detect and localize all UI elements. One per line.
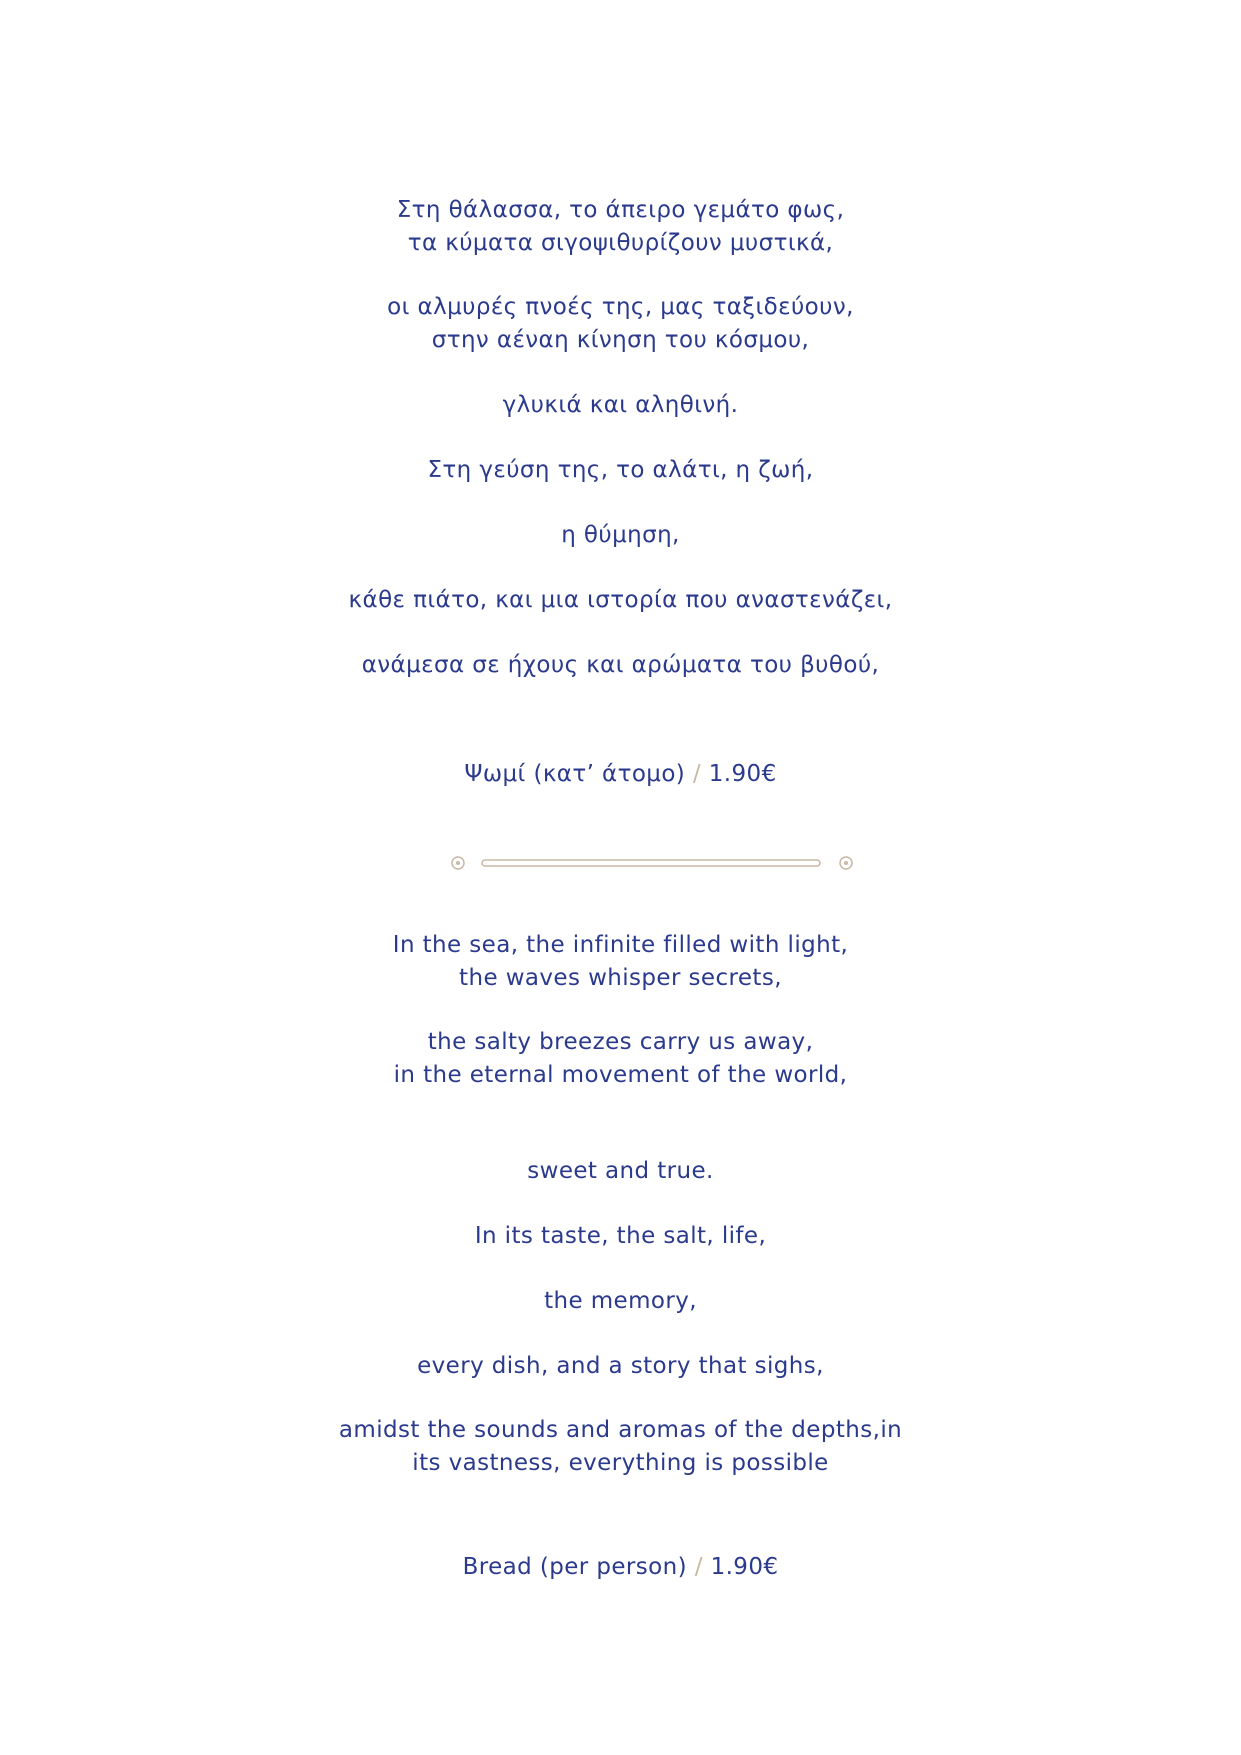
english-menu-item <box>0 1551 1241 1583</box>
greek-poem-line: κάθε πιάτο, και μια ιστορία που αναστενάζει, <box>348 587 893 613</box>
english-item-name: Bread (per person) <box>462 1554 687 1580</box>
greek-poem-line: τα κύματα σιγοψιθυρίζουν μυστικά, <box>407 230 834 256</box>
greek-poem-line: οι αλμυρές πνοές της, μας ταξιδεύουν, <box>387 294 854 320</box>
right-dot-ornament <box>840 857 852 869</box>
english-poem-line: In the sea, the infinite filled with light, <box>392 932 849 958</box>
english-poem-line: in the eternal movement of the world, <box>393 1062 848 1088</box>
greek-poem-line: ανάμεσα σε ήχους και αρώματα του βυθού, <box>361 652 880 678</box>
divider-bar <box>482 860 820 866</box>
english-poem-line: the waves whisper secrets, <box>459 965 782 991</box>
english-poem-line: amidst the sounds and aromas of the depths,in <box>338 1417 903 1443</box>
english-poem-line: every dish, and a story that sighs, <box>417 1353 824 1379</box>
greek-poem-line: στην αέναη κίνηση του κόσμου, <box>431 327 810 353</box>
price-separator: / <box>694 1554 703 1580</box>
left-dot-ornament <box>452 857 464 869</box>
greek-poem-line: η θύμηση, <box>561 522 680 548</box>
greek-poem-line: γλυκιά και αληθινή. <box>502 392 739 418</box>
greek-poem-line: Στη θάλασσα, το άπειρο γεμάτο φως, <box>396 197 845 223</box>
english-poem-line: In its taste, the salt, life, <box>474 1223 767 1249</box>
greek-item-price: 1.90€ <box>708 761 777 787</box>
greek-item-name: Ψωμί (κατ’ άτομο) <box>464 761 686 787</box>
greek-menu-item <box>0 758 1241 790</box>
english-poem-line: its vastness, everything is possible <box>412 1450 829 1476</box>
english-poem-line: the memory, <box>544 1288 697 1314</box>
price-separator: / <box>692 761 702 787</box>
english-poem-line: the salty breezes carry us away, <box>427 1029 814 1055</box>
english-poem-line: sweet and true. <box>527 1158 714 1184</box>
greek-poem-line: Στη γεύση της, το αλάτι, η ζωή, <box>427 457 814 483</box>
english-item-price: 1.90€ <box>710 1554 779 1580</box>
ornamental-divider <box>450 855 854 871</box>
